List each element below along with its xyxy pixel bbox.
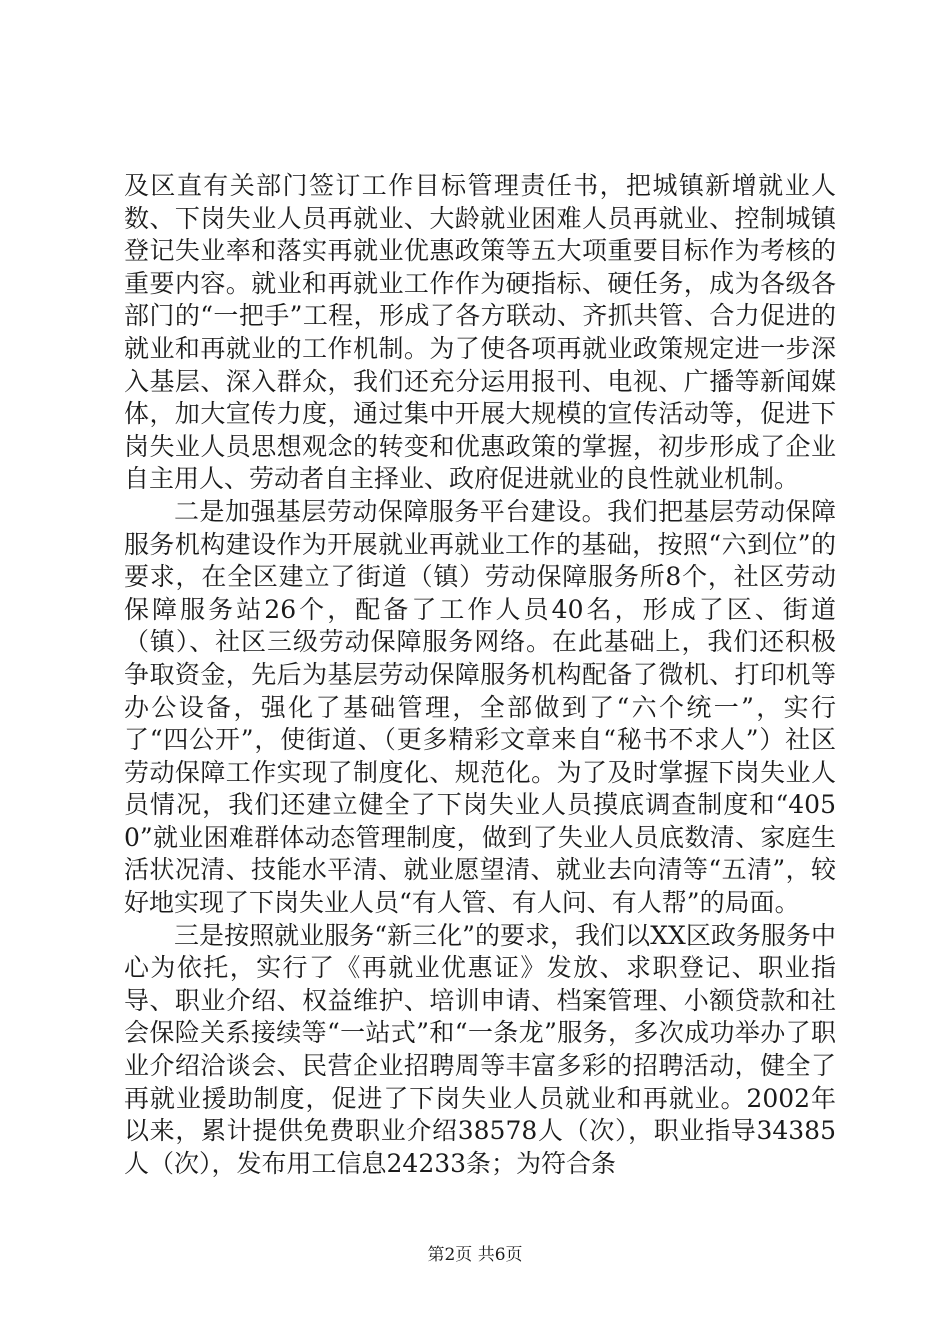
paragraph-2: 二是加强基层劳动保障服务平台建设。我们把基层劳动保障服务机构建设作为开展就业再就业工作的基础，按照“六到位”的要求，在全区建立了街道（镇）劳动保障服务所8个，社区劳动保障服务站26个，配备了工作人员40名，形成了区、街道（镇）、社区三级劳动保障服务网络。在此基础上，我们还积极争取资金，先后为基层劳动保障服务机构配备了微机、打印机等办公设备，强化了基础管理，全部做到了“六个统一”，实行了“四公开”，使街道、（更多精彩文章来自“秘书不求人”）社区劳动保障工作实现了制度化、规范化。为了及时掌握下岗失业人员情况，我们还建立健全了下岗失业人员摸底调查制度和“4050”就业困难群体动态管理制度，做到了失业人员底数清、家庭生活状况清、技能水平清、就业愿望清、就业去向清等“五清”，较好地实现了下岗失业人员“有人管、有人问、有人帮”的局面。	[124, 496, 836, 918]
document-body	[124, 170, 836, 1180]
paragraph-3: 三是按照就业服务“新三化”的要求，我们以XX区政务服务中心为依托，实行了《再就业优惠证》发放、求职登记、职业指导、职业介绍、权益维护、培训申请、档案管理、小额贷款和社会保险关系接续等“一站式”和“一条龙”服务，多次成功举办了职业介绍洽谈会、民营企业招聘周等丰富多彩的招聘活动，健全了再就业援助制度，促进了下岗失业人员就业和再就业。2002年以来，累计提供免费职业介绍38578人（次），职业指导34385人（次），发布用工信息24233条；为符合条	[124, 920, 836, 1178]
page-number-footer: 第2页 共6页	[427, 1245, 523, 1265]
paragraph-1: 及区直有关部门签订工作目标管理责任书，把城镇新增就业人数、下岗失业人员再就业、大龄就业困难人员再就业、控制城镇登记失业率和落实再就业优惠政策等五大项重要目标作为考核的重要内容。就业和再就业工作作为硬指标、硬任务，成为各级各部门的“一把手”工程，形成了各方联动、齐抓共管、合力促进的就业和再就业的工作机制。为了使各项再就业政策规定进一步深入基层、深入群众，我们还充分运用报刊、电视、广播等新闻媒体，加大宣传力度，通过集中开展大规模的宣传活动等，促进下岗失业人员思想观念的转变和优惠政策的掌握，初步形成了企业自主用人、劳动者自主择业、政府促进就业的良性就业机制。	[124, 171, 836, 494]
